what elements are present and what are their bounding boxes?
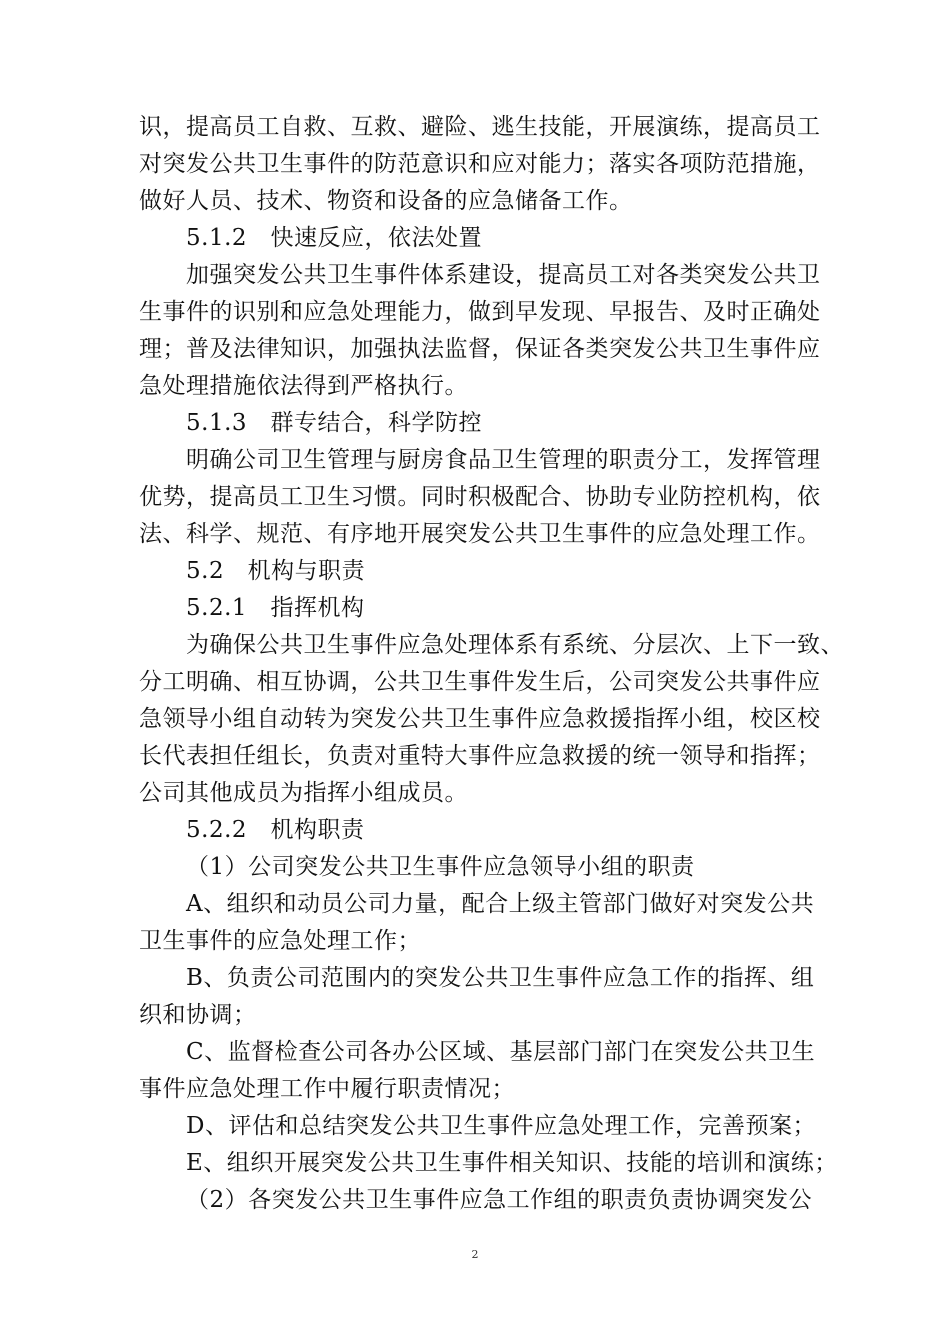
section-heading-5-1-2: 5.1.2 快速反应，依法处置 [186, 225, 483, 251]
section-heading-5-2-1: 5.2.1 指挥机构 [186, 595, 365, 621]
body-text-line: 公司其他成员为指挥小组成员。 [139, 780, 468, 806]
body-text-line: 做好人员、技术、物资和设备的应急储备工作。 [139, 188, 633, 214]
list-item-a-continued: 卫生事件的应急处理工作； [139, 928, 421, 954]
body-text-line: 明确公司卫生管理与厨房食品卫生管理的职责分工，发挥管理 [186, 447, 821, 473]
list-item-a: A、组织和动员公司力量，配合上级主管部门做好对突发公共 [186, 891, 815, 917]
body-text-line: 急处理措施依法得到严格执行。 [139, 373, 468, 399]
body-text-line: 生事件的识别和应急处理能力，做到早发现、早报告、及时正确处 [139, 299, 821, 325]
body-text-line: 法、科学、规范、有序地开展突发公共卫生事件的应急处理工作。 [139, 521, 821, 547]
section-heading-5-2-2: 5.2.2 机构职责 [186, 817, 365, 843]
body-text-line: 急领导小组自动转为突发公共卫生事件应急救援指挥小组，校区校 [139, 706, 821, 732]
section-heading-5-1-3: 5.1.3 群专结合，科学防控 [186, 410, 483, 436]
list-heading-2: （2）各突发公共卫生事件应急工作组的职责负责协调突发公 [186, 1187, 813, 1213]
body-text-line: 长代表担任组长，负责对重特大事件应急救援的统一领导和指挥； [139, 743, 821, 769]
list-item-b: B、负责公司范围内的突发公共卫生事件应急工作的指挥、组 [186, 965, 815, 991]
section-heading-5-2: 5.2 机构与职责 [186, 558, 366, 584]
body-text-line: 为确保公共卫生事件应急处理体系有系统、分层次、上下一致、 [186, 632, 844, 658]
list-item-c-continued: 事件应急处理工作中履行职责情况； [139, 1076, 515, 1102]
body-text-line: 对突发公共卫生事件的防范意识和应对能力；落实各项防范措施， [139, 151, 821, 177]
body-text-line: 理；普及法律知识，加强执法监督，保证各类突发公共卫生事件应 [139, 336, 821, 362]
body-text-line: 识，提高员工自救、互救、避险、逃生技能，开展演练，提高员工 [139, 114, 821, 140]
list-item-d: D、评估和总结突发公共卫生事件应急处理工作，完善预案； [186, 1113, 816, 1139]
body-text-line: 分工明确、相互协调，公共卫生事件发生后，公司突发公共事件应 [139, 669, 821, 695]
body-text-line: 优势，提高员工卫生习惯。同时积极配合、协助专业防控机构，依 [139, 484, 821, 510]
body-text-line: 加强突发公共卫生事件体系建设，提高员工对各类突发公共卫 [186, 262, 821, 288]
page-number: 2 [471, 1248, 479, 1261]
list-item-e: E、组织开展突发公共卫生事件相关知识、技能的培训和演练； [186, 1150, 838, 1176]
list-item-b-continued: 织和协调； [139, 1002, 257, 1028]
list-heading-1: （1）公司突发公共卫生事件应急领导小组的职责 [186, 854, 695, 880]
list-item-c: C、监督检查公司各办公区域、基层部门部门在突发公共卫生 [186, 1039, 816, 1065]
